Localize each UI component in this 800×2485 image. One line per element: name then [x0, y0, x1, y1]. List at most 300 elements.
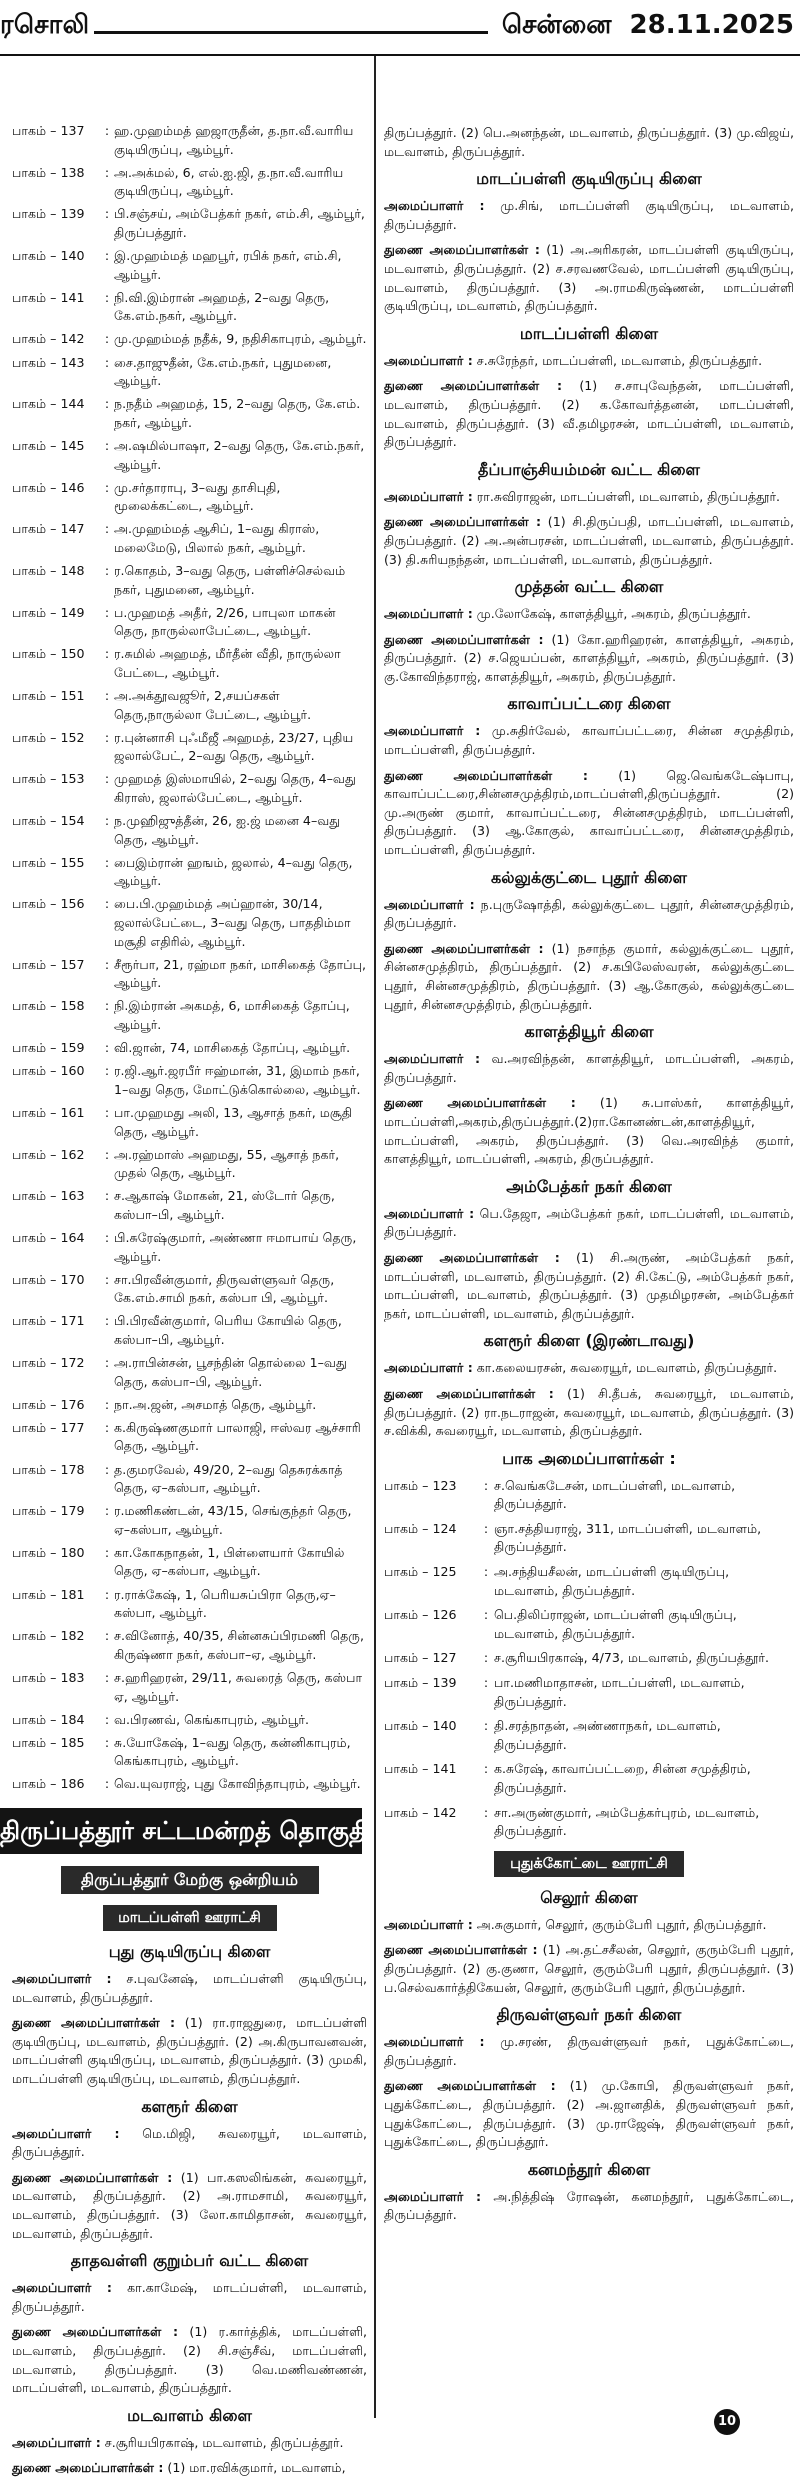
booth-label: பாகம் – 124 — [384, 1520, 457, 1536]
member-text: க.கிருஷ்ணகுமார் பாலாஜி, ஈஸ்வர ஆச்சாரி தெரு, ஆம்பூர். — [114, 1419, 361, 1454]
booth-label: பாகம் – 142 — [384, 1804, 457, 1820]
role-text: (1) ரா.ராஜதுரை, மாடப்பள்ளி குடியிருப்பு, மடவாளம், திருப்பத்தூர். (2) அ.கிருபாவனவன், மாடப்பள்ளி குடியிருப்பு, மடவாளம், திருப்பத்தூர். (3) முமகி, மாடப்பள்ளி குடியிருப்பு, மடவாளம், திருப்பத்தூர். — [12, 2015, 367, 2086]
colon-separator: : — [483, 1718, 489, 1734]
booth-label: பாகம் – 182 — [12, 1628, 85, 1644]
booth-heading: பாக அமைப்பாளர்கள் : — [502, 1448, 676, 1468]
member-text: பைஇம்ரான் ஹஙம், ஜலால், 4–வது தெரு, ஆம்பூர். — [114, 854, 353, 889]
role-label: துணை அமைப்பாளர்கள் : — [384, 514, 541, 530]
colon-separator: : — [104, 1628, 110, 1644]
booth-label: பாகம் – 155 — [12, 854, 85, 870]
branch-paragraph — [384, 2077, 794, 2151]
member-row — [12, 956, 367, 993]
colon-separator: : — [104, 688, 110, 704]
ooratchi-band: மாடப்பள்ளி ஊராட்சி — [103, 1905, 277, 1931]
member-row — [12, 562, 367, 599]
member-text: வெ.யுவராஜ், புது கோவிந்தாபுரம், ஆம்பூர். — [114, 1776, 361, 1792]
branch-paragraph — [384, 631, 794, 687]
colon-separator: : — [104, 1419, 110, 1435]
role-label: அமைப்பாளர் : — [12, 2125, 120, 2141]
member-text: அ.அக்மல், 6, எல்.ஐ.ஜி, த.நா.வீ.வாரிய குடியிருப்பு, ஆம்பூர். — [114, 164, 344, 199]
booth-label: பாகம் – 141 — [12, 289, 85, 305]
booth-label: பாகம் – 181 — [12, 1586, 85, 1602]
booth-label: பாகம் – 184 — [12, 1711, 85, 1727]
colon-separator: : — [104, 1355, 110, 1371]
member-row — [12, 1039, 367, 1058]
booth-text: க.சுரேஷ், காவாப்பட்டறை, சின்ன சமுத்திரம், திருப்பத்தூர். — [494, 1761, 751, 1795]
booth-label: பாகம் – 149 — [12, 604, 85, 620]
member-row — [12, 1312, 367, 1349]
colon-separator: : — [483, 1564, 489, 1580]
colon-separator: : — [104, 1734, 110, 1750]
role-text: மு.லோகேஷ், காளத்தியூர், அகரம், திருப்பத்தூர். — [472, 606, 751, 622]
branch-heading: கல்லுக்குட்டை புதூர் கிளை — [491, 867, 687, 887]
role-label: துணை அமைப்பாளர்கள் : — [384, 1249, 560, 1265]
left-branch-list — [12, 1941, 367, 2478]
member-text: பா.முஹமது அலி, 13, ஆசாத் நகர், மசூதி தெரு, ஆம்பூர். — [114, 1104, 353, 1139]
member-row — [12, 205, 367, 242]
member-row — [12, 479, 367, 516]
branch-heading: செலூர் கிளை — [540, 1887, 638, 1907]
branch-paragraph — [12, 2459, 367, 2478]
booth-label: பாகம் – 163 — [12, 1188, 85, 1204]
colon-separator: : — [104, 1711, 110, 1727]
member-text: பி.சுரேஷ்குமார், அண்ணா ஈமாபாய் தெரு, ஆம்பூர். — [114, 1229, 357, 1264]
branch-paragraph — [384, 1050, 794, 1087]
colon-separator: : — [483, 1761, 489, 1777]
booth-label: பாகம் – 125 — [384, 1564, 457, 1580]
colon-separator: : — [104, 1544, 110, 1560]
booth-label: பாகம் – 150 — [12, 646, 85, 662]
role-text: (1) சி.தீபக், சுவரையூர், மடவாளம், திருப்பத்தூர். (2) ரா.நடராஜன், சுவரையூர், மடவாளம், திருப்பத்தூர். (3) ச.விக்கி, சுவரையூர், மடவாளம், திருப்பத்தூர். — [384, 1385, 795, 1439]
role-text: (1) அ.அரிகரன், மாடப்பள்ளி குடியிருப்பு, மடவாளம், திருப்பத்தூர். (2) ச.சரவணவேல், மாடப்பள்ளி குடியிருப்பு, மடவாளம், திருப்பத்தூர். (3) அ.ராமகிருஷ்ணன், மாடப்பள்ளி குடியிருப்பு, மடவாளம், திருப்பத்தூர். — [384, 242, 794, 314]
colon-separator: : — [104, 1146, 110, 1162]
branch-paragraph — [12, 2125, 367, 2162]
member-text: ர.கொதம், 3–வது தெரு, பள்ளிச்செல்வம் நகர், புதுமனை, ஆம்பூர். — [114, 562, 346, 597]
booth-label: பாகம் – 142 — [12, 331, 85, 347]
branch-paragraph — [384, 1094, 794, 1168]
member-row — [12, 770, 367, 807]
pudukottai-band: புதுக்கோட்டை ஊராட்சி — [494, 1851, 684, 1877]
member-text: ந.நதீம் அஹமத், 15, 2–வது தெரு, கே.எம். நகர், ஆம்பூர். — [114, 396, 361, 430]
role-text: (1) நசாந்த குமார், கல்லுக்குட்டை புதூர், சின்னசமுத்திரம், திருப்பத்தூர். (2) ச.கபிலேஸ்வரன், கல்லுக்குட்டை புதூர், சின்னசமுத்திரம், திருப்பத்தூர். (3) ஆ.கோகுல், கல்லுக்குட்டை புதூர், சின்னசமுத்திரம், திருப்பத்தூர். — [384, 940, 794, 1012]
branch-paragraph — [384, 1205, 794, 1242]
member-row — [12, 729, 367, 766]
role-text: ந.புருஷோத்தி, கல்லுக்குட்டை புதூர், சின்னசமுத்திரம், திருப்பத்தூர். — [384, 896, 794, 931]
colon-separator: : — [104, 1461, 110, 1477]
role-label: துணை அமைப்பாளர்கள் : — [12, 2015, 175, 2031]
colon-separator: : — [483, 1650, 489, 1666]
colon-separator: : — [104, 289, 110, 305]
branch-heading: மாடப்பள்ளி குடியிருப்பு கிளை — [476, 169, 702, 189]
member-row — [12, 687, 367, 724]
booth-label: பாகம் – 154 — [12, 813, 85, 829]
role-label: அமைப்பாளர் : — [384, 2188, 482, 2204]
booth-label: பாகம் – 126 — [384, 1607, 457, 1623]
booth-label: பாகம் – 123 — [384, 1477, 457, 1493]
booth-label: பாகம் – 139 — [384, 1675, 457, 1691]
branch-paragraph — [12, 2434, 367, 2453]
role-label: அமைப்பாளர் : — [384, 606, 473, 622]
booth-label: பாகம் – 140 — [12, 248, 85, 264]
member-row — [12, 247, 367, 284]
booth-label: பாகம் – 152 — [12, 729, 85, 745]
member-text: அ.ஷமில்பாஷா, 2–வது தெரு, கே.எம்.நகர், ஆம்பூர். — [114, 437, 365, 472]
member-text: மு.முஹம்மத் நதீக், 9, நதிசிகாபுரம், ஆம்பூர். — [114, 331, 367, 347]
colon-separator: : — [483, 1477, 489, 1493]
member-text: ர.ராக்கேஷ், 1, பெரியசுப்பிரா தெரு,ஏ–கஸ்பா, ஆம்பூர். — [114, 1586, 336, 1621]
role-text: மு.சிங், மாடப்பள்ளி குடியிருப்பு, மடவாளம், திருப்பத்தூர். — [384, 198, 794, 232]
role-text: அ.நித்திஷ் ரோஷன், கனமந்தூர், புதுக்கோட்டை, திருப்பத்தூர். — [384, 2188, 794, 2223]
colon-separator: : — [104, 1271, 110, 1287]
right-branch-list — [384, 168, 794, 1441]
role-text: மு.சுதிர்வேல், காவாப்பட்டரை, சின்ன சமுத்திரம், மாடப்பள்ளி, திருப்பத்தூர். — [384, 723, 794, 758]
member-row — [12, 1775, 367, 1794]
branch-paragraph — [384, 1916, 794, 1935]
role-label: அமைப்பாளர் : — [384, 198, 485, 214]
booth-text: அ.சந்தியசீலன், மாடப்பள்ளி குடியிருப்பு, மடவாளம், திருப்பத்தூர். — [494, 1564, 730, 1598]
member-text: அ.ரஹ்மாஸ் அஹமது, 55, ஆசாத் நகர், முதல் தெரு, ஆம்பூர். — [114, 1146, 340, 1181]
member-text: சீரூர்பா, 21, ரஹ்மா நகர், மாசிகைத் தோப்பு, ஆம்பூர். — [114, 956, 366, 991]
role-label: அமைப்பாளர் : — [384, 1205, 475, 1221]
branch-heading: காவாப்பட்டரை கிளை — [507, 694, 671, 714]
right-branch-list-2 — [384, 1887, 794, 2225]
role-label: துணை அமைப்பாளர்கள் : — [384, 631, 544, 647]
left-column — [0, 122, 370, 2485]
booth-label: பாகம் – 177 — [12, 1419, 85, 1435]
role-text: (1) சி.அருண், அம்பேத்கர் நகர், மாடப்பள்ளி, மடவாளம், திருப்பத்தூர். (2) சி.கேட்டு, அம்பேத்கர் நகர், மாடப்பள்ளி, மடவாளம், திருப்பத்தூர். (3) முதமிழரசன், அம்பேத்கர் நகர், மாடப்பள்ளி, மடவாளம், திருப்பத்தூர். — [384, 1249, 794, 1321]
role-text: ரா.சுவிராஜன், மாடப்பள்ளி, மடவாளம், திருப்பத்தூர். — [472, 488, 781, 504]
header-rule — [94, 31, 488, 34]
colon-separator: : — [104, 248, 110, 264]
dateline-date: 28.11.2025 — [629, 10, 794, 40]
member-row — [12, 1502, 367, 1539]
continued-paragraph: திருப்பத்தூர். (2) பெ.அனந்தன், மடவாளம், திருப்பத்தூர். (3) மு.விஜய், மடவாளம், திருப்பத்தூர். — [384, 125, 794, 159]
branch-paragraph — [12, 2169, 367, 2243]
member-row — [12, 1396, 367, 1415]
branch-paragraph — [384, 1385, 794, 1441]
colon-separator: : — [104, 1040, 110, 1056]
member-text: நி.வி.இம்ரான் அஹமத், 2–வது தெரு, கே.எம்.நகர், ஆம்பூர். — [114, 289, 330, 324]
member-text: ர.மணிகண்டன், 43/15, செங்குந்தர் தெரு, ஏ–கஸ்பா, ஆம்பூர். — [114, 1503, 352, 1537]
booth-label: பாகம் – 153 — [12, 771, 85, 787]
constituency-title: திருப்பத்தூர் சட்டமன்றத் தொகுதி — [0, 1808, 362, 1854]
member-row — [12, 854, 367, 891]
member-text: மு.சர்தாராபு, 3–வது தாசிபுதி, மூலைக்கட்டை, ஆம்பூர். — [114, 479, 281, 514]
column-divider — [374, 56, 376, 2418]
member-row — [12, 645, 367, 682]
booth-label: பாகம் – 162 — [12, 1146, 85, 1162]
branch-paragraph — [384, 197, 794, 234]
role-label: அமைப்பாளர் : — [384, 1360, 473, 1376]
booth-label: பாகம் – 141 — [384, 1761, 457, 1777]
booth-label: பாகம் – 145 — [12, 437, 85, 453]
colon-separator: : — [104, 1669, 110, 1685]
role-text: கா.காமேஷ், மாடப்பள்ளி, மடவாளம், திருப்பத்தூர். — [12, 2280, 367, 2314]
booth-label: பாகம் – 147 — [12, 521, 85, 537]
member-row — [12, 997, 367, 1034]
booth-label: பாகம் – 164 — [12, 1229, 85, 1245]
branch-paragraph — [384, 1359, 794, 1378]
member-text: பை.பி.முஹம்மத் அப்ஹான், 30/14, ஜலால்பேட்டை, 3–வது தெரு, பாததிம்மா மசூதி எதிரில், ஆம்பூர். — [114, 896, 351, 949]
member-text: பி.பிரவீன்குமார், பெரிய கோயில் தெரு, கஸ்பா–பி, ஆம்பூர். — [114, 1313, 342, 1347]
booth-row — [384, 1717, 794, 1754]
role-label: துணை அமைப்பாளர்கள் : — [384, 1095, 576, 1111]
role-label: அமைப்பாளர் : — [384, 352, 473, 368]
member-row — [12, 354, 367, 391]
booth-text: ச.சூரியபிரகாஷ், 4/73, மடவாளம், திருப்பத்தூர். — [494, 1650, 769, 1666]
colon-separator: : — [104, 123, 110, 138]
booth-row — [384, 1563, 794, 1600]
member-row — [12, 1187, 367, 1224]
booth-text: சா.அருண்குமார், அம்பேத்கர்புரம், மடவாளம், திருப்பத்தூர். — [494, 1804, 760, 1839]
member-row — [12, 1229, 367, 1266]
branch-heading: அம்பேத்கர் நகர் கிளை — [506, 1176, 672, 1196]
member-row — [12, 1104, 367, 1141]
member-text: நா.அ.ஜன், அசமாத் தெரு, ஆம்பூர். — [114, 1396, 317, 1412]
dateline-city: சென்னை — [501, 10, 612, 40]
role-text: பெ.தேஜா, அம்பேத்கர் நகர், மாடப்பள்ளி, மடவாளம், திருப்பத்தூர். — [384, 1205, 795, 1240]
member-row — [12, 1711, 367, 1730]
booth-label: பாகம் – 160 — [12, 1063, 85, 1079]
booth-text: தி.சரத்நாதன், அண்ணாநகர், மடவாளம், திருப்பத்தூர். — [494, 1718, 721, 1752]
role-label: அமைப்பாளர் : — [384, 1051, 481, 1067]
branch-paragraph — [384, 2188, 794, 2225]
booth-label: பாகம் – 159 — [12, 1040, 85, 1056]
branch-paragraph — [384, 722, 794, 759]
member-row — [12, 122, 367, 159]
page-number: 10 — [714, 2409, 740, 2435]
role-label: துணை அமைப்பாளர்கள் : — [384, 2078, 556, 2094]
role-label: துணை அமைப்பாளர்கள் : — [12, 2169, 173, 2185]
union-band: திருப்பத்தூர் மேற்கு ஒன்றியம் — [61, 1866, 319, 1894]
colon-separator: : — [104, 331, 110, 347]
branch-paragraph — [384, 940, 794, 1014]
member-text: ர.புன்னாசி புஃமீஜீ அஹமத், 23/27, புதிய ஜலால்பேட், 2–வது தெரு, ஆம்பூர். — [114, 729, 354, 764]
booth-row — [384, 1606, 794, 1643]
branch-paragraph — [12, 2323, 367, 2397]
branch-paragraph — [12, 2279, 367, 2316]
member-text: ர.சுமில் அஹமத், மீர்தீன் வீதி, நாருல்லா பேட்டை, ஆம்பூர். — [114, 646, 341, 680]
colon-separator: : — [104, 896, 110, 912]
colon-separator: : — [104, 164, 110, 180]
booth-label: பாகம் – 171 — [12, 1313, 85, 1329]
colon-separator: : — [104, 1063, 110, 1079]
member-row — [12, 1734, 367, 1771]
branch-paragraph — [384, 605, 794, 624]
role-text: (1) ச.சாபுவேந்தன், மாடப்பள்ளி, மடவாளம், திருப்பத்தூர். (2) க.கோவர்த்தனன், மாடப்பள்ளி, மடவாளம், திருப்பத்தூர். (3) வீ.தமிழரசன், மாடப்பள்ளி, மடவாளம், திருப்பத்தூர். — [384, 378, 795, 450]
role-text: (1) பா.கஸலிங்கன், சுவரையூர், மடவாளம், திருப்பத்தூர். (2) அ.ராமசாமி, சுவரையூர், மடவாளம், திருப்பத்தூர். (3) லோ.காமிதாசன், சுவரையூர், மடவாளம், திருப்பத்தூர். — [12, 2169, 367, 2241]
branch-heading: மடவாளம் கிளை — [127, 2405, 252, 2425]
colon-separator: : — [483, 1520, 489, 1536]
member-text: வ.பிரணவ், கெங்காபுரம், ஆம்பூர். — [114, 1711, 309, 1727]
role-text: (1) ர.கார்த்திக், மாடப்பள்ளி, மடவாளம், திருப்பத்தூர். (2) சி.சஞ்சீவ், மாடப்பள்ளி, மடவாளம், திருப்பத்தூர். (3) வெ.மணிவண்ணன், மாடப்பள்ளி, மடவாளம், திருப்பத்தூர். — [12, 2324, 367, 2396]
member-row — [12, 1146, 367, 1183]
booth-label: பாகம் – 157 — [12, 956, 85, 972]
role-label: துணை அமைப்பாளர்கள் : — [384, 378, 563, 394]
booth-row — [384, 1760, 794, 1797]
booth-row — [384, 1674, 794, 1711]
role-text: (1) அ.தட்சசீலன், செலூர், குரும்பேரி புதூர், திருப்பத்தூர். (2) கு.குணா, செலூர், குரும்பேரி புதூர், திருப்பத்தூர். (3) ப.செல்வகார்த்திகேயன், செலூர், குரும்பேரி புதூர், திருப்பத்தூர். — [384, 1942, 794, 1995]
colon-separator: : — [104, 813, 110, 829]
role-label: துணை அமைப்பாளர்கள் : — [384, 242, 540, 258]
branch-heading: திருவள்ளுவர் நகர் கிளை — [496, 2005, 682, 2025]
booth-label: பாகம் – 127 — [384, 1650, 457, 1666]
role-text: (1) சி.திருப்பதி, மாடப்பள்ளி, மடவாளம், திருப்பத்தூர். (2) அ.அன்பரசன், மாடப்பள்ளி, மடவாளம், திருப்பத்தூர். (3) தி.சுரியநந்தன், மாடப்பள்ளி, மடவாளம், திருப்பத்தூர். — [384, 514, 794, 567]
branch-paragraph — [384, 767, 794, 860]
member-text: சு.யோகேஷ், 1–வது தெரு, கன்னிகாபுரம், கெங்காபுரம், ஆம்பூர். — [114, 1734, 351, 1769]
role-label: துணை அமைப்பாளர்கள் : — [12, 2460, 164, 2476]
booth-label: பாகம் – 180 — [12, 1544, 85, 1560]
member-text: ச.ஆகாஷ் மோகன், 21, ஸ்டோர் தெரு, கஸ்பா–பி, ஆம்பூர். — [114, 1188, 335, 1222]
role-text: மு.சரண், திருவள்ளுவர் நகர், புதுக்கோட்டை, திருப்பத்தூர். — [384, 2034, 795, 2068]
colon-separator: : — [104, 1776, 110, 1792]
member-text: கா.கோகநாதன், 1, பிள்ளையார் கோயில் தெரு, ஏ–கஸ்பா, ஆம்பூர். — [114, 1544, 345, 1579]
member-text: த.குமரவேல், 49/20, 2–வது தெசுரக்காத் தெரு, ஏ–கஸ்பா, ஆம்பூர். — [114, 1461, 343, 1496]
branch-heading: மாடப்பள்ளி கிளை — [519, 323, 659, 343]
branch-paragraph — [384, 488, 794, 507]
member-row — [12, 812, 367, 849]
branch-paragraph — [384, 352, 794, 371]
role-label: துணை அமைப்பாளர்கள் : — [384, 767, 588, 783]
booth-label: பாகம் – 185 — [12, 1734, 85, 1750]
branch-paragraph — [12, 2014, 367, 2088]
booth-label: பாகம் – 143 — [12, 354, 85, 370]
booth-label: பாகம் – 179 — [12, 1503, 85, 1519]
colon-separator: : — [104, 604, 110, 620]
member-row — [12, 1627, 367, 1664]
colon-separator: : — [104, 437, 110, 453]
colon-separator: : — [104, 729, 110, 745]
role-label: அமைப்பாளர் : — [12, 1971, 112, 1986]
branch-heading: கனமந்தூர் கிளை — [527, 2159, 651, 2179]
booth-label: பாகம் – 176 — [12, 1396, 85, 1412]
role-text: (1) ஜெ.வெங்கடேஷ்பாபு, காவாப்பட்டரை,சின்னசமுத்திரம்,மாடப்பள்ளி,திருப்பத்தூர். (2) மு.அருண் குமார், காவாப்பட்டரை, சின்னசமுத்திரம், மாடப்பள்ளி, திருப்பத்தூர். (3) ஆ.கோகுல், காவாப்பட்டரை, சின்னசமுத்திரம், மாடப்பள்ளி, திருப்பத்தூர். — [384, 767, 795, 858]
booth-label: பாகம் – 170 — [12, 1271, 85, 1287]
booth-text: ஞா.சத்தியராஜ், 311, மாடப்பள்ளி, மடவாளம், திருப்பத்தூர். — [494, 1520, 762, 1555]
booth-row — [384, 1520, 794, 1557]
colon-separator: : — [104, 1586, 110, 1602]
colon-separator: : — [104, 1188, 110, 1204]
role-label: அமைப்பாளர் : — [384, 896, 475, 912]
member-row — [12, 289, 367, 326]
colon-separator: : — [104, 1313, 110, 1329]
colon-separator: : — [104, 1104, 110, 1120]
role-label: துணை அமைப்பாளர்கள் : — [384, 940, 544, 956]
branch-paragraph — [384, 1941, 794, 1997]
colon-separator: : — [104, 854, 110, 870]
branch-paragraph — [384, 2033, 794, 2070]
branch-heading: புது குடியிருப்பு கிளை — [108, 1942, 271, 1961]
role-label: அமைப்பாளர் : — [12, 2434, 101, 2450]
member-text: சா.பிரவீன்குமார், திருவள்ளுவர் தெரு, கே.எம்.சாமி நகர், கஸ்பா பி, ஆம்பூர். — [114, 1271, 335, 1306]
member-row — [12, 1062, 367, 1099]
colon-separator: : — [104, 771, 110, 787]
role-label: துணை அமைப்பாளர்கள் : — [384, 1942, 538, 1958]
colon-separator: : — [483, 1804, 489, 1820]
colon-separator: : — [104, 479, 110, 495]
member-row — [12, 604, 367, 641]
colon-separator: : — [104, 956, 110, 972]
branch-heading: முத்தன் வட்ட கிளை — [514, 577, 664, 597]
branch-paragraph — [384, 896, 794, 933]
booth-text: பெ.திலிப்ராஜன், மாடப்பள்ளி குடியிருப்பு, மடவாளம், திருப்பத்தூர். — [494, 1607, 737, 1641]
colon-separator: : — [483, 1675, 489, 1691]
booth-label: பாகம் – 178 — [12, 1461, 85, 1477]
branch-paragraph — [384, 513, 794, 569]
booth-row — [384, 1649, 794, 1668]
colon-separator: : — [104, 521, 110, 537]
booth-label: பாகம் – 140 — [384, 1718, 457, 1734]
member-text: அ.அக்தூவஜூர், 2,சயப்சகள் தெரு,நாருல்லா பேட்டை, ஆம்பூர். — [114, 688, 312, 722]
colon-separator: : — [483, 1607, 489, 1623]
member-text: முஹமத் இஸ்மாயில், 2–வது தெரு, 4–வது கிராஸ், ஜலால்பேட்டை, ஆம்பூர். — [114, 771, 356, 805]
role-text: (1) மா.ரவிக்குமார், மடவாளம், — [163, 2460, 346, 2476]
role-text: மெ.மிஜி, சுவரையூர், மடவாளம், திருப்பத்தூர். — [12, 2125, 367, 2160]
member-row — [12, 164, 367, 201]
role-text: (1) மு.கோபி, திருவள்ளுவர் நகர், புதுக்கோட்டை, திருப்பத்தூர். (2) அ.ஜானதிக், திருவள்ளுவர் நகர், புதுக்கோட்டை, திருப்பத்தூர். (3) மு.ராஜேஷ், திருவள்ளுவர் நகர், புதுக்கோட்டை, திருப்பத்தூர். — [384, 2078, 794, 2150]
member-row — [12, 1544, 367, 1581]
member-row — [12, 437, 367, 474]
branch-paragraph — [384, 377, 794, 451]
member-text: ந.முஹிஜுத்தீன், 26, ஐ.ஜ் மனை 4–வது தெரு, ஆம்பூர். — [114, 813, 341, 847]
booth-label: பாகம் – 146 — [12, 479, 85, 495]
colon-separator: : — [104, 1229, 110, 1245]
booth-label: பாகம் – 139 — [12, 206, 85, 222]
role-label: அமைப்பாளர் : — [384, 2034, 485, 2050]
member-text: பி.சஞ்சய், அம்பேத்கர் நகர், எம்.சி, ஆம்பூர், திருப்பத்தூர். — [114, 206, 365, 240]
member-text: ஹ.முஹம்மத் ஹஜாருதீன், த.நா.வீ.வாரிய குடியிருப்பு, ஆம்பூர். — [114, 123, 354, 157]
role-text: (1) கோ.ஹரிஹரன், காளத்தியூர், அகரம், திருப்பத்தூர். (2) ச.ஜெயப்பன், காளத்தியூர், அகரம், திருப்பத்தூர். (3) கு.கோவிந்தராஜ், காளத்தியூர், அகரம், திருப்பத்தூர். — [384, 631, 794, 684]
branch-heading: களரூர் கிளை — [141, 2096, 238, 2116]
member-text: ச.ஹரிஹரன், 29/11, சுவரைத் தெரு, கஸ்பா ஏ, ஆம்பூர். — [114, 1669, 363, 1704]
member-text: நி.இம்ரான் அகமத், 6, மாசிகைத் தோப்பு, ஆம்பூர். — [114, 998, 350, 1033]
branch-paragraph — [384, 1249, 794, 1323]
dateline — [502, 10, 794, 43]
colon-separator: : — [104, 1396, 110, 1412]
booth-row — [384, 1804, 794, 1841]
masthead-title: ரசொலி — [0, 10, 90, 40]
colon-separator: : — [104, 206, 110, 222]
role-label: துணை அமைப்பாளர்கள் : — [12, 2324, 179, 2340]
colon-separator: : — [104, 998, 110, 1014]
booth-row — [384, 1477, 794, 1514]
booth-label: பாகம் – 161 — [12, 1104, 85, 1120]
member-text: வி.ஜான், 74, மாசிகைத் தோப்பு, ஆம்பூர். — [114, 1040, 351, 1056]
member-text: அ.ராபின்சன், பூசந்தின் தொல்லை 1–வது தெரு, கஸ்பா–பி, ஆம்பூர். — [114, 1355, 347, 1389]
role-text: ச.சுரேந்தர், மாடப்பள்ளி, மடவாளம், திருப்பத்தூர். — [472, 352, 763, 368]
colon-separator: : — [104, 646, 110, 662]
role-text: கா.கலையரசன், சுவரையூர், மடவாளம், திருப்பத்தூர். — [472, 1360, 778, 1376]
role-text: வ.அரவிந்தன், காளத்தியூர், மாடப்பள்ளி, அகரம், திருப்பத்தூர். — [384, 1051, 795, 1085]
member-row — [12, 1419, 367, 1456]
role-label: அமைப்பாளர் : — [12, 2280, 112, 2296]
member-row — [12, 395, 367, 432]
branch-paragraph — [384, 241, 794, 315]
member-row — [12, 330, 367, 349]
role-text: (1) சு.பாஸ்கர், காளத்தியூர், மாடப்பள்ளி,அகரம்,திருப்பத்தூர்.(2)ரா.கோனண்டன்,காளத்தியூர், மாடப்பள்ளி, அகரம், திருப்பத்தூர். (3) வெ.அரவிந்த் குமார், காளத்தியூர், மாடப்பள்ளி, அகரம், திருப்பத்தூர். — [384, 1095, 794, 1167]
booth-label: பாகம் – 138 — [12, 164, 85, 180]
role-label: அமைப்பாளர் : — [384, 488, 473, 504]
member-row — [12, 895, 367, 951]
member-row — [12, 1271, 367, 1308]
right-column — [384, 124, 794, 2232]
branch-heading: காளத்தியூர் கிளை — [524, 1022, 654, 1042]
booth-label: பாகம் – 137 — [12, 123, 85, 138]
member-list — [12, 122, 367, 1794]
member-text: இ.முஹம்மத் மஹபூர், ரபிக் நகர், எம்.சி, ஆம்பூர். — [114, 248, 342, 282]
member-row — [12, 1586, 367, 1623]
header-bottom-rule — [0, 54, 800, 56]
